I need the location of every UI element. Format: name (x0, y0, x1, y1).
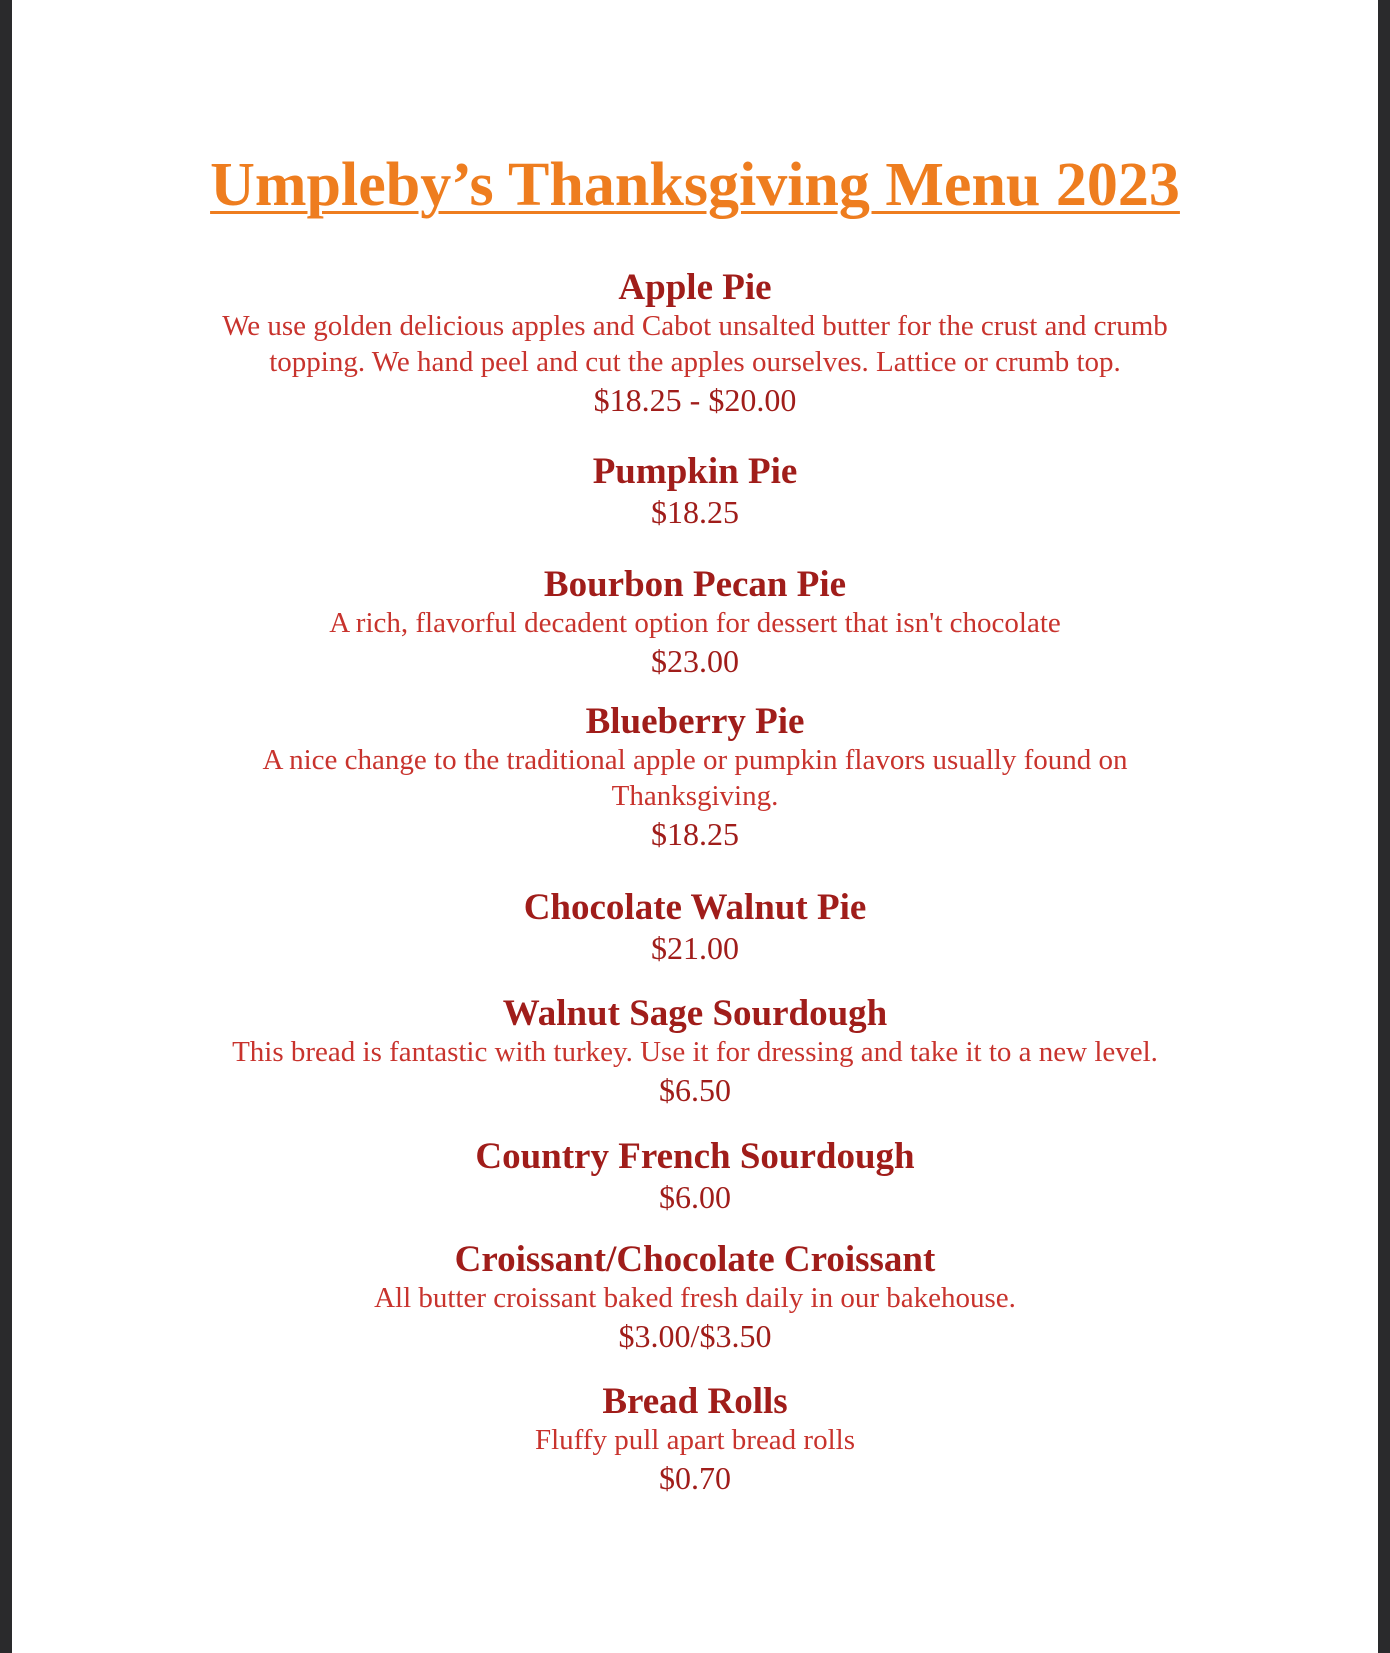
item-description: We use golden delicious apples and Cabot unsalted butter for the crust and crumb topping. We hand peel and cut the apples ourselves. Lattice or crumb top. (222, 310, 1168, 378)
item-name: Croissant/Chocolate Croissant (454, 1239, 936, 1280)
menu-item-bourbon-pecan-pie (12, 565, 1378, 681)
item-description: A nice change to the traditional apple or pumpkin flavors usually found on Thanksgiving. (262, 744, 1128, 812)
item-description: This bread is fantastic with turkey. Use it for dressing and take it to a new level. (232, 1036, 1158, 1068)
item-price: $0.70 (659, 1460, 731, 1496)
item-description: A rich, flavorful decadent option for dessert that isn't chocolate (329, 607, 1061, 639)
item-price: $18.25 (651, 494, 739, 530)
item-name: Bourbon Pecan Pie (543, 564, 847, 605)
item-description: Fluffy pull apart bread rolls (534, 1424, 855, 1456)
item-name: Bread Rolls (602, 1381, 788, 1422)
item-price: $18.25 - $20.00 (593, 382, 797, 418)
item-name: Apple Pie (618, 267, 772, 308)
menu-page (12, 0, 1378, 1653)
menu-item-pumpkin-pie (12, 452, 1378, 532)
item-price: $23.00 (651, 643, 739, 679)
item-price: $3.00/$3.50 (618, 1318, 772, 1354)
item-description: All butter croissant baked fresh daily in our bakehouse. (374, 1282, 1016, 1314)
item-price: $18.25 (651, 816, 739, 852)
menu-title: Umpleby’s Thanksgiving Menu 2023 (210, 151, 1180, 219)
item-name: Blueberry Pie (585, 701, 805, 742)
item-name: Chocolate Walnut Pie (523, 887, 867, 928)
menu-item-walnut-sage-sourdough (12, 994, 1378, 1110)
menu-item-bread-rolls (12, 1382, 1378, 1498)
menu-item-croissant (12, 1240, 1378, 1356)
item-price: $6.00 (659, 1179, 731, 1215)
menu-item-country-french-sourdough (12, 1137, 1378, 1217)
item-name: Walnut Sage Sourdough (502, 993, 888, 1034)
item-price: $6.50 (659, 1072, 731, 1108)
item-name: Country French Sourdough (475, 1136, 915, 1177)
item-price: $21.00 (651, 930, 739, 966)
menu-item-chocolate-walnut-pie (12, 888, 1378, 968)
item-name: Pumpkin Pie (592, 451, 798, 492)
menu-item-blueberry-pie (12, 702, 1378, 854)
menu-item-apple-pie (12, 268, 1378, 420)
